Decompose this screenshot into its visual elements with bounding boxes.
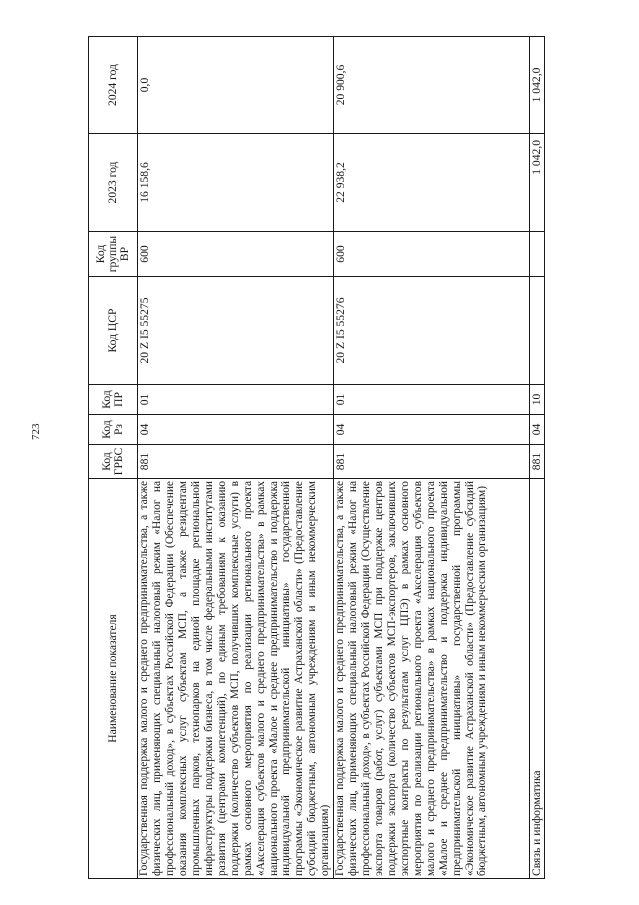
header-rz: Код Рз	[89, 415, 138, 445]
table-row	[138, 37, 334, 879]
total-csr	[530, 277, 545, 385]
row-grbs: 881	[334, 445, 530, 479]
row-vr: 600	[138, 232, 334, 277]
header-name: Наименование показателя	[89, 479, 138, 879]
header-csr: Код ЦСР	[89, 277, 138, 385]
row-name: Государственная поддержка малого и среднего предпринимательства, а также физических лиц, применяющих специальный налоговый режим «Налог на профессиональный доход», в субъектах Российской Федерации (Обеспечение оказания комплексных услуг субъектам МСП, а также резидентам промышленных парков, технопарков на единой площадке региональной инфраструктуры поддержки бизнеса, в том числе федеральными институтами развития (центрами компетенций), по единым требованиям к оказанию поддержки (количество субъектов МСП, получивших комплексные услуги) в рамках основного мероприятия по реализации регионального проекта «Акселерация субъектов малого и среднего предпринимательства» в рамках национального проекта «Малое и среднее предпринимательство и поддержка индивидуальной предпринимательской инициативы» государственной программы «Экономическое развитие Астраханской области» (Предоставление субсидий бюджетным, автономным учреждениям и иным некоммерческим организациям)	[138, 479, 334, 879]
total-row	[530, 37, 545, 879]
total-2024: 1 042,0	[530, 37, 545, 134]
header-2024: 2024 год	[89, 37, 138, 134]
total-pr: 10	[530, 385, 545, 415]
total-rz: 04	[530, 415, 545, 445]
total-vr	[530, 232, 545, 277]
row-grbs: 881	[138, 445, 334, 479]
row-2023: 16 158,6	[138, 134, 334, 232]
budget-table	[88, 36, 545, 879]
row-pr: 01	[334, 385, 530, 415]
row-rz: 04	[138, 415, 334, 445]
rotated-table-container	[88, 37, 544, 879]
row-2023: 22 938,2	[334, 134, 530, 232]
row-name: Государственная поддержка малого и среднего предпринимательства, а также физических лиц, применяющих специальный налоговый режим «Налог на профессиональный доход», в субъектах Российской Федерации (Осуществление экспорта товаров (работ, услуг) субъектами МСП при поддержке центров поддержки экспорта (количество субъектов МСП-экспортеров, заключивших экспортные контракты по результатам услуг ЦПЭ) в рамках основного мероприятия по реализации регионального проекта «Акселерация субъектов малого и среднего предпринимательства» в рамках национального проекта «Малое и среднее предпринимательство и поддержка индивидуальной предпринимательской инициативы» государственной программы «Экономическое развитие Астраханской области» (Предоставление субсидий бюджетным, автономным учреждениям и иным некоммерческим организациям)	[334, 479, 530, 879]
header-grbs: Код ГРБС	[89, 445, 138, 479]
row-csr: 20 Z I5 55276	[334, 277, 530, 385]
row-2024: 0,0	[138, 37, 334, 134]
header-2023: 2023 год	[89, 134, 138, 232]
table-row	[334, 37, 530, 879]
total-grbs: 881	[530, 445, 545, 479]
row-pr: 01	[138, 385, 334, 415]
header-pr: Код ПР	[89, 385, 138, 415]
page-number: 723	[30, 423, 42, 440]
row-csr: 20 Z I5 55275	[138, 277, 334, 385]
row-rz: 04	[334, 415, 530, 445]
total-2023: 1 042,0	[530, 134, 545, 232]
header-row	[89, 37, 138, 879]
row-vr: 600	[334, 232, 530, 277]
header-vr: Код группы ВР	[89, 232, 138, 277]
row-2024: 20 900,6	[334, 37, 530, 134]
total-name: Связь и информатика	[530, 479, 545, 879]
